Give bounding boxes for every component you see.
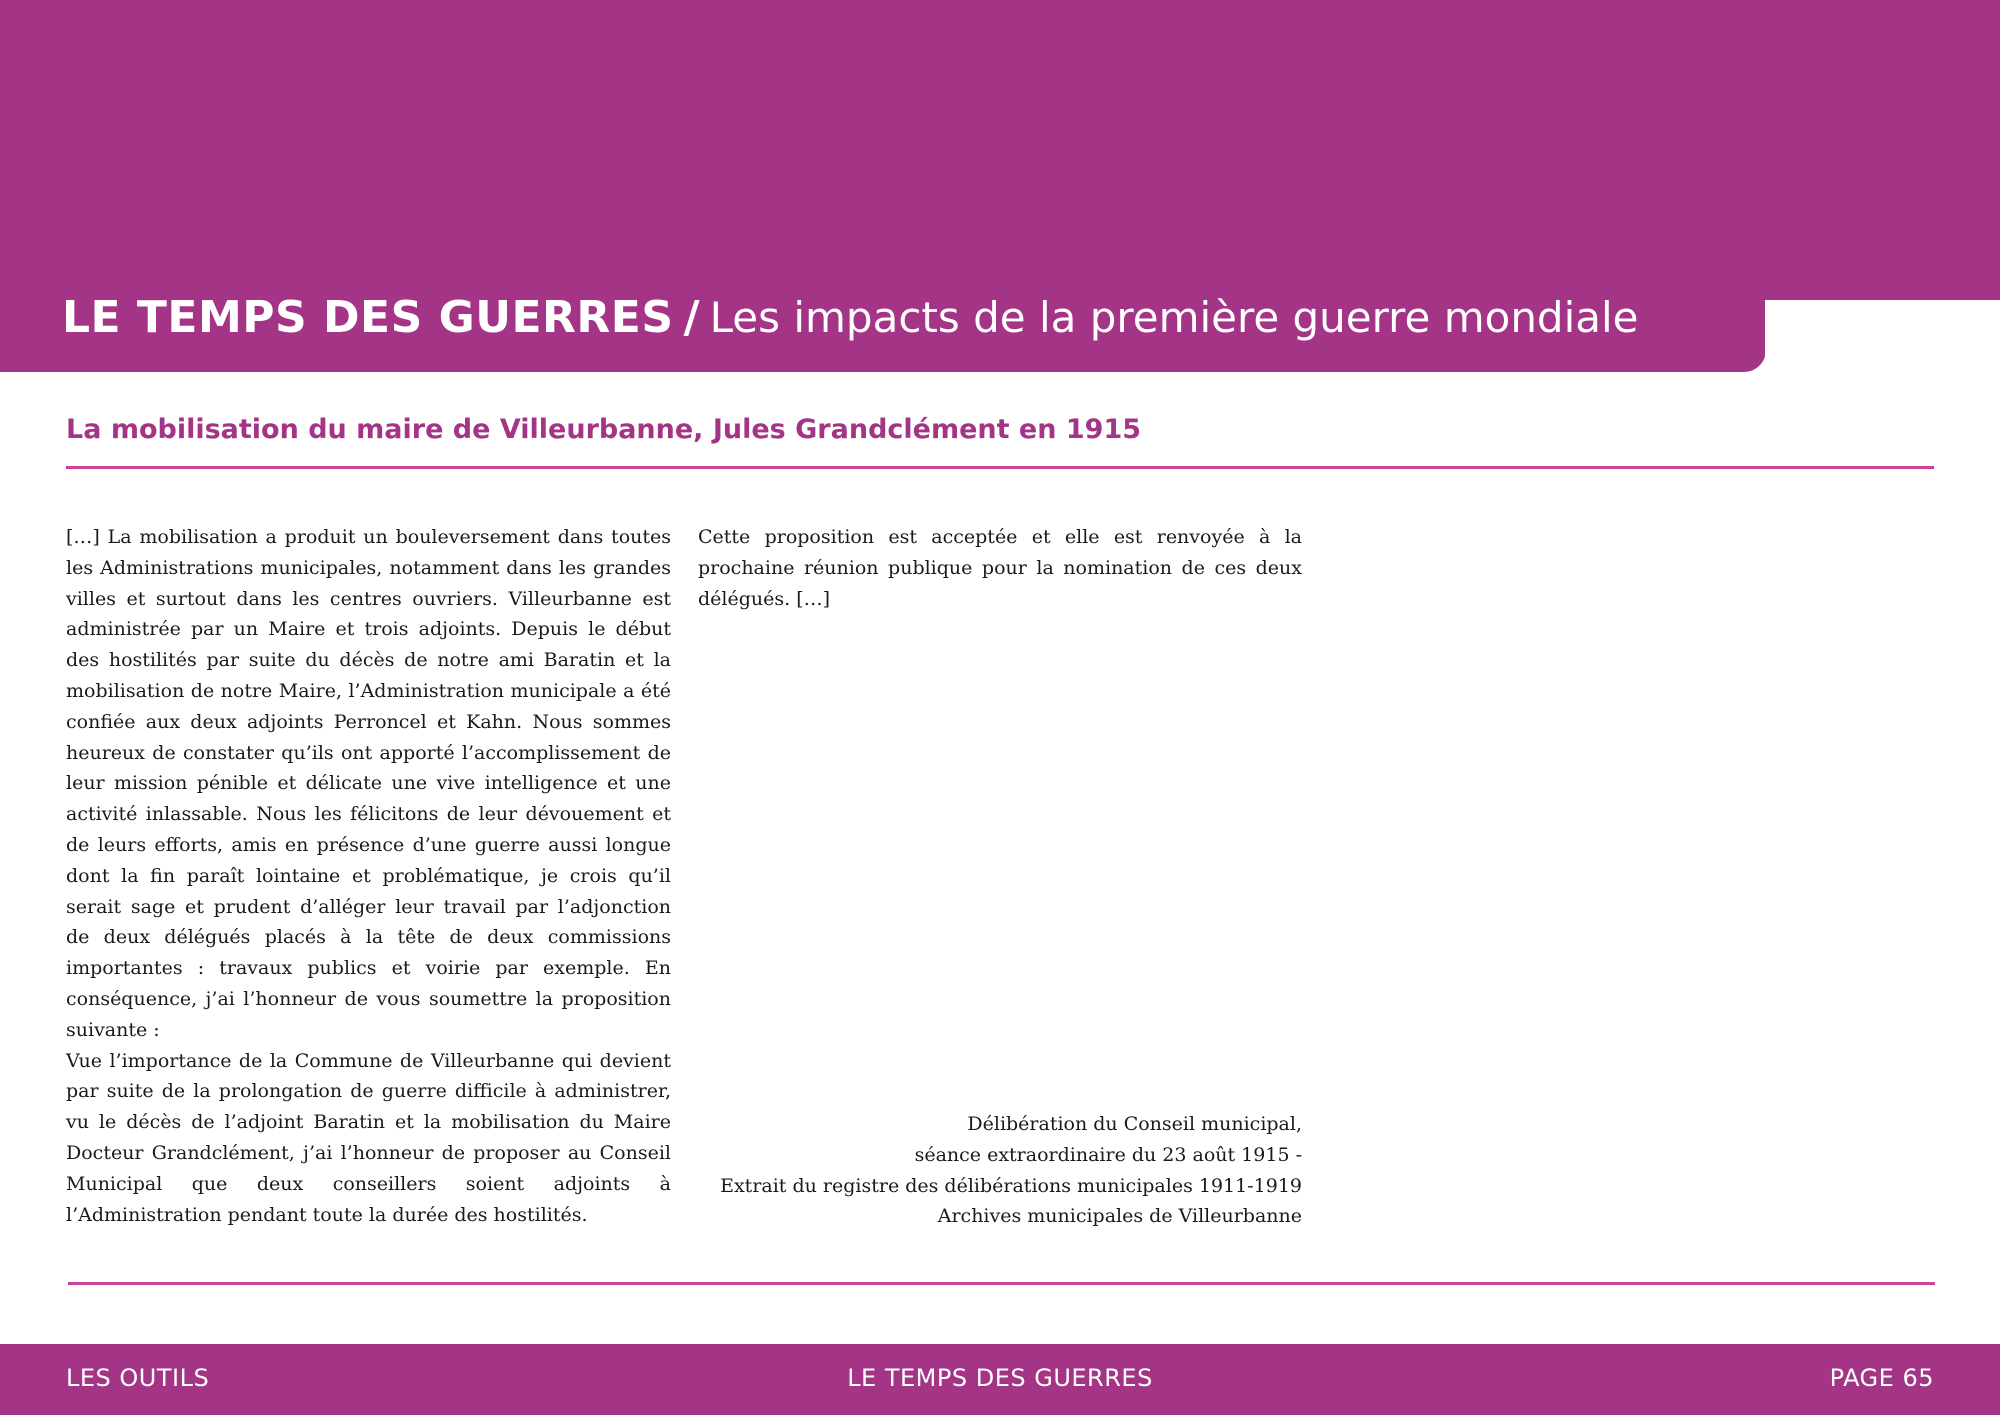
paragraph: Vue l’importance de la Commune de Villeurbanne qui devient par suite de la prolongation de guerre difficile à administrer, vu le décès de l’adjoint Baratin et la mobilisation du Maire Docteur Grandclément, j’ai l’honneur de proposer au Conseil Municipal que deux conseillers soient adjoints à l’Administration pendant toute la durée des hostilités.: [66, 1049, 671, 1226]
paragraph: […] La mobilisation a produit un bouleversement dans toutes les Administrations municipales, notamment dans les grandes villes et surtout dans les centres ouvriers. Villeurbanne est administrée par un Maire et trois adjoints. Depuis le début des hostilités par suite du décès de notre ami Baratin et la mobilisation de notre Maire, l’Administration municipale a été confiée aux deux adjoints Perroncel et Kahn. Nous sommes heureux de constater qu’ils ont apporté l’accomplissement de leur mission pénible et délicate une vive intelligence et une activité inlassable. Nous les félicitons de leur dévouement et de leurs efforts, amis en présence d’une guerre aussi longue dont la fin paraît lointaine et problématique, je crois qu’il serait sage et prudent d’alléger leur travail par l’adjonction de deux délégués placés à la tête de deux commissions importantes : travaux publics et voirie par exemple. En conséquence, j’ai l’honneur de vous soumettre la proposition suivante :: [66, 526, 671, 1041]
page-title-separator: /: [683, 292, 700, 343]
source-line: Extrait du registre des délibérations municipales 1911-1919: [720, 1174, 1302, 1197]
footer-bar: [0, 1344, 2000, 1415]
source-citation: [698, 1109, 1302, 1232]
page-title-main: LE TEMPS DES GUERRES: [62, 292, 674, 343]
divider-bottom: [68, 1282, 1935, 1285]
footer-chapter-label: LE TEMPS DES GUERRES: [847, 1364, 1153, 1392]
text-column-right: [698, 522, 1302, 614]
divider-top: [66, 466, 1934, 469]
source-line: Archives municipales de Villeurbanne: [937, 1205, 1302, 1228]
paragraph: Cette proposition est acceptée et elle est renvoyée à la prochaine réunion publique pour la nomination de ces deux délégués. […]: [698, 526, 1302, 610]
page-title: [62, 292, 1639, 348]
footer-page-number: PAGE 65: [1829, 1364, 1934, 1392]
footer-section-label: LES OUTILS: [66, 1364, 210, 1392]
header-band: [0, 0, 2000, 300]
section-heading: La mobilisation du maire de Villeurbanne, Jules Grandclément en 1915: [66, 414, 1142, 445]
header-notch: [1765, 300, 2000, 372]
source-line: Délibération du Conseil municipal,: [967, 1113, 1302, 1135]
page-title-subtitle: Les impacts de la première guerre mondiale: [709, 293, 1639, 342]
source-line: séance extraordinaire du 23 août 1915 -: [914, 1143, 1302, 1166]
text-column-left: [66, 522, 671, 1230]
